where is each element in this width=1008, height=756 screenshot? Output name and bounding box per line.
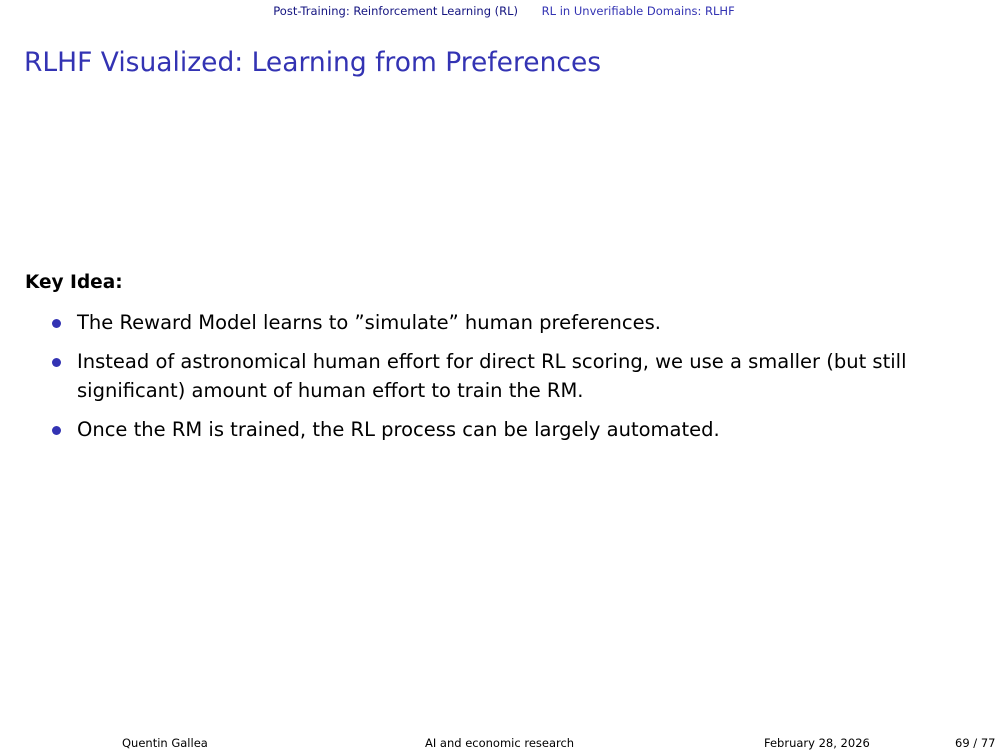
navigation-header (0, 4, 1008, 18)
bullet-text: The Reward Model learns to ”simulate” human preferences. (77, 311, 661, 334)
bullet-icon (52, 358, 61, 367)
list-item (48, 415, 998, 444)
list-item (48, 308, 998, 337)
nav-subsection-link[interactable]: RL in Unverifiable Domains: RLHF (541, 4, 735, 18)
footer-short-title: AI and economic research (425, 736, 575, 750)
list-item (48, 347, 998, 405)
slide-footer (0, 736, 1008, 752)
bullet-icon (52, 426, 61, 435)
bullet-icon (52, 319, 61, 328)
bullet-text: Once the RM is trained, the RL process can be largely automated. (77, 418, 720, 441)
footer-date: February 28, 2026 (764, 736, 870, 750)
key-idea-heading: Key Idea: (25, 272, 123, 293)
page-number: 69 / 77 (955, 736, 996, 750)
footer-author: Quentin Gallea (122, 736, 208, 750)
key-idea-list (48, 308, 998, 454)
bullet-text: Instead of astronomical human effort for direct RL scoring, we use a smaller (but still significant) amount of human effort to train the RM. (77, 350, 907, 402)
nav-section-link[interactable]: Post-Training: Reinforcement Learning (RL) (273, 4, 519, 18)
slide-title: RLHF Visualized: Learning from Preferences (24, 47, 602, 78)
